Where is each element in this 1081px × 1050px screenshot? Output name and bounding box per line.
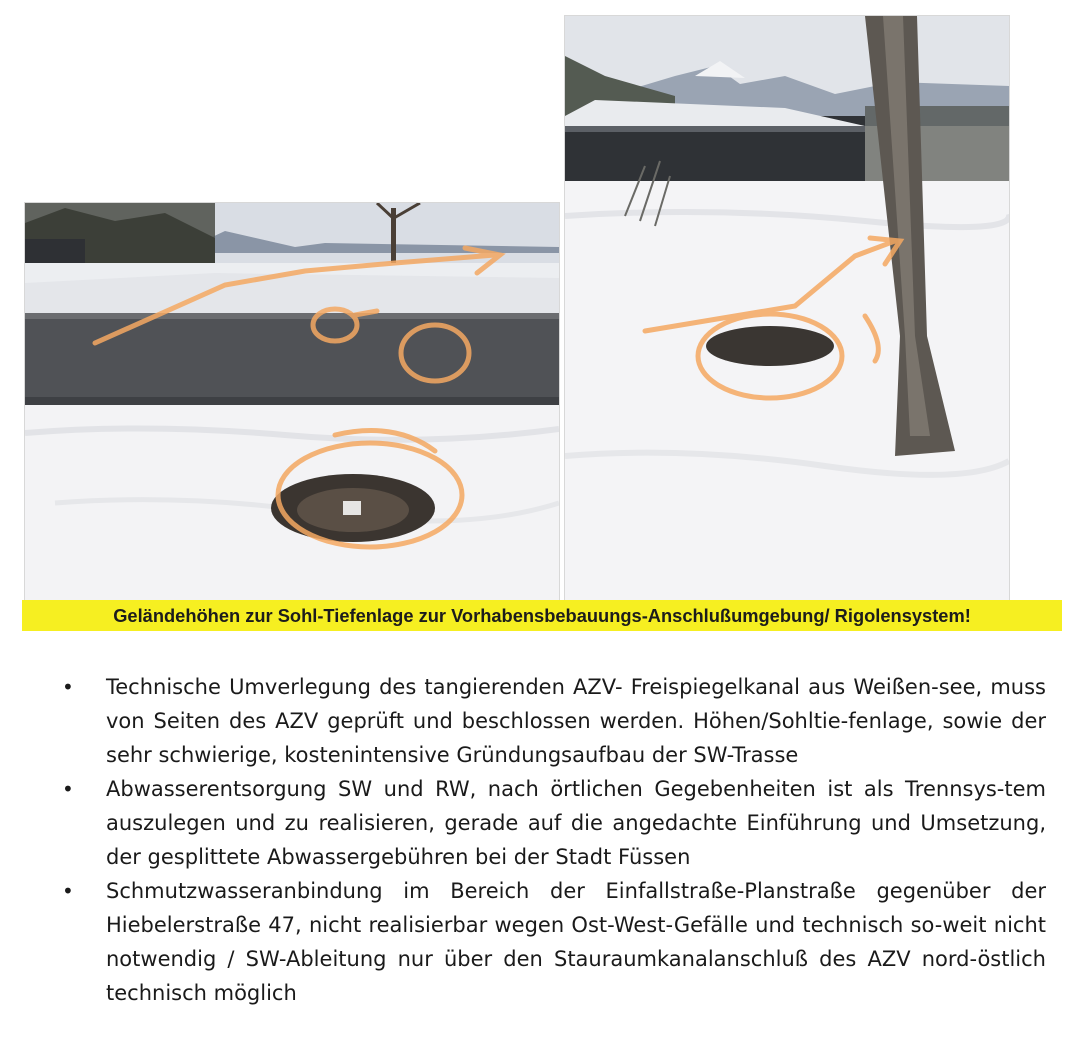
- bullet-text: Abwasserentsorgung SW und RW, nach örtlichen Gegebenheiten ist als Trennsys-tem auszulegen und zu realisieren, gerade auf die angedachte Einführung und Umsetzung, der gesplittete Abwassergebühren bei der Stadt Füssen: [106, 777, 1046, 869]
- photo-road-manhole-image: [25, 203, 559, 603]
- photo-tree-manhole-image: [565, 16, 1009, 603]
- list-item: [56, 670, 1046, 772]
- bullet-marker: •: [62, 879, 74, 903]
- photo-tree-manhole: [564, 15, 1010, 604]
- figure-caption: Geländehöhen zur Sohl-Tiefenlage zur Vorhabensbebauungs-Anschlußumgebung/ Rigolensystem!: [22, 600, 1062, 631]
- photo-road-manhole: [24, 202, 560, 604]
- bullet-marker: •: [62, 675, 74, 699]
- bullet-text: Schmutzwasseranbindung im Bereich der Einfallstraße-Planstraße gegenüber der Hiebelerstraße 47, nicht realisierbar wegen Ost-West-Gefälle und technisch so-weit nicht notwendig / SW-Ableitung nur über den Stauraumkanalanschluß des AZV nord-östlich technisch möglich: [106, 879, 1046, 1005]
- list-item: [56, 874, 1046, 1010]
- bullet-text: Technische Umverlegung des tangierenden AZV- Freispiegelkanal aus Weißen-see, muss von Seiten des AZV geprüft und beschlossen werden. Höhen/Sohltie-fenlage, sowie der sehr schwierige, kostenintensive Gründungsaufbau der SW-Trasse: [106, 675, 1046, 767]
- bullet-list: [56, 670, 1046, 1010]
- list-item: [56, 772, 1046, 874]
- bullet-marker: •: [62, 777, 74, 801]
